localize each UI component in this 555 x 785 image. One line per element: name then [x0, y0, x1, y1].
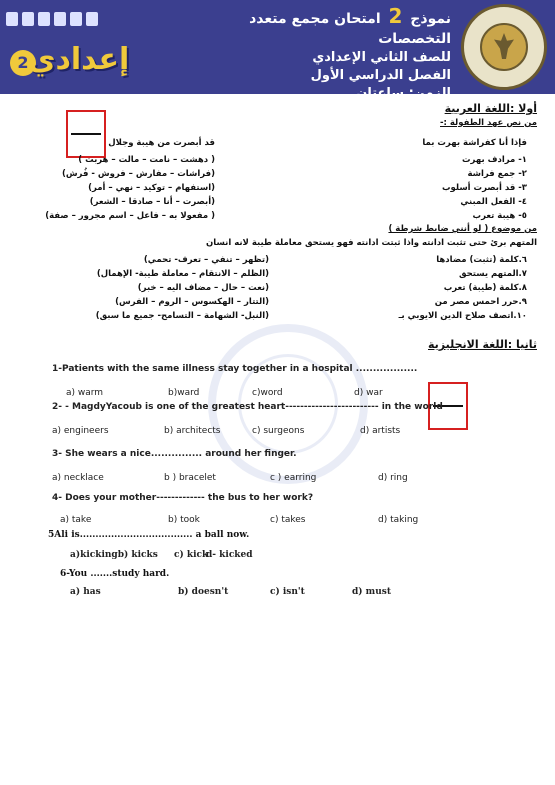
- english-question-1: 1-Patients with the same illness stay together in a hospital ..................: [52, 364, 418, 374]
- arabic-answer-choices: (أبصرت – أنا – صادقا – الشعر): [89, 197, 215, 207]
- answer-option: c) takes: [270, 515, 306, 525]
- english-question-5: 5Ali is.................................... a ball now.: [48, 530, 250, 540]
- exam-title-block: [191, 6, 451, 103]
- brand-logo: [10, 36, 130, 90]
- english-section-title: ثانيا :اللغة الانجليزية: [428, 338, 537, 351]
- english-question-6: 6-You .......study hard.: [60, 569, 170, 579]
- arabic-answer-choices: (استفهام – توكيد – نهي – أمر): [88, 183, 215, 193]
- answer-option: d) must: [352, 587, 391, 597]
- arabic-question: ١- مرادف بهرت: [462, 155, 527, 165]
- answer-option: d- kicked: [206, 550, 253, 560]
- english-question-3: 3- She wears a nice............... around her finger.: [52, 449, 297, 459]
- arabic-question: ٥- هيبة تعرب: [472, 211, 527, 221]
- poem-verse-first-half: فإذا أنا كفراشة بهرت بما: [422, 138, 527, 148]
- arabic-answer-choices: (التتار – الهكسوس – الروم – الفرس): [115, 297, 269, 307]
- book-icon: [22, 12, 34, 26]
- arabic-question: ١٠.اتصف صلاح الدين الايوبي بـ: [398, 311, 527, 321]
- poem-verse-second-half: قد أبصرت من هيبة وجلال: [108, 138, 215, 148]
- arabic-answer-choices: (فراشات – مفارش – فروش - فُرش): [61, 169, 215, 179]
- answer-option: a) take: [60, 515, 92, 525]
- arabic-answer-choices: ( دهشت – نامت – مالت – هربت ): [78, 155, 215, 165]
- arabic-question: ٤- الفعل المبني: [460, 197, 527, 207]
- ruler-icon: [54, 12, 66, 26]
- arabic-answer-choices: (النبل- الشهامة – التسامح- جميع ما سبق): [95, 311, 269, 321]
- arabic-passage: المتهم برئ حتى تثبت ادانته واذا ثبتت ادانته فهو يستحق معاملة طيبة لانه انسان: [206, 238, 537, 248]
- answer-option: c) isn't: [270, 587, 305, 597]
- score-divider: [71, 133, 101, 135]
- answer-option: a) engineers: [52, 426, 109, 436]
- arabic-answer-choices: ( مفعولا به – فاعل – اسم مجرور – صفة): [45, 211, 215, 221]
- brand-wordmark: إعدادي: [28, 42, 130, 77]
- emblem-inner-seal: [480, 23, 528, 71]
- calculator-icon: [6, 12, 18, 26]
- answer-option: a)kickingb) kicks: [70, 550, 158, 560]
- answer-option: b) doesn't: [178, 587, 229, 597]
- arabic-question: ٣- قد أبصرت أسلوب: [441, 183, 527, 193]
- exam-header: [0, 0, 555, 101]
- answer-option: d) artists: [360, 426, 401, 436]
- arabic-answer-choices: (الظلم – الانتقام – معاملة طيبة- الإهمال): [96, 269, 269, 279]
- brand-badge-number: 2: [10, 50, 36, 76]
- arabic-answer-choices: (نعت – حال – مضاف اليه – خبر): [137, 283, 269, 293]
- arabic-question: ٢- جمع فراشة: [467, 169, 527, 179]
- arabic-score-box: [66, 110, 106, 158]
- english-question-4: 4- Does your mother------------- the bus to her work?: [52, 493, 314, 503]
- arabic-question: ٩.حرر احمس مصر من: [434, 297, 527, 307]
- answer-option: c) surgeons: [252, 426, 305, 436]
- answer-option: b) architects: [164, 426, 221, 436]
- arabic-section-title: أولا :اللغة العربية: [444, 102, 537, 115]
- school-icons-strip: [6, 8, 126, 30]
- answer-option: a) necklace: [52, 473, 104, 483]
- exam-term: الفصل الدراسي الأول: [310, 68, 451, 83]
- answer-option: b) took: [168, 515, 200, 525]
- answer-option: c) kick: [174, 550, 209, 560]
- ministry-emblem-logo: [461, 4, 547, 90]
- exam-title-prefix: نموذج: [410, 11, 451, 27]
- exam-time: الزمن: ساعتان: [356, 86, 451, 101]
- answer-option: d) taking: [378, 515, 419, 525]
- exam-model-number: 2: [388, 4, 403, 28]
- flask-icon: [70, 12, 82, 26]
- answer-option: a) warm: [66, 388, 104, 398]
- answer-option: d) war: [354, 388, 383, 398]
- arabic-part2-title: من موضوع ( لو أنني ضابط شرطة ): [388, 224, 537, 234]
- exam-title-text: امتحان مجمع متعدد التخصصات: [249, 11, 451, 47]
- answer-option: c ) earring: [270, 473, 317, 483]
- answer-option: c)word: [252, 388, 283, 398]
- arabic-question: ٨.كلمة (طيبة) تعرب: [443, 283, 527, 293]
- exam-title: [191, 6, 451, 49]
- answer-option: b)ward: [168, 388, 200, 398]
- eagle-icon: [494, 33, 514, 59]
- notebook-icon: [86, 12, 98, 26]
- arabic-question: ٧.المتهم يستحق: [458, 269, 527, 279]
- answer-option: a) has: [70, 587, 101, 597]
- answer-option: b ) bracelet: [164, 473, 216, 483]
- exam-grade: للصف الثاني الإعدادي: [312, 50, 451, 65]
- answer-option: d) ring: [378, 473, 408, 483]
- arabic-part1-title: من نص عهد الطفولة :-: [440, 118, 537, 128]
- arabic-question: ٦.كلمة (تثبت) مضادها: [436, 255, 527, 265]
- arabic-answer-choices: (تظهر – تنفي – تعرف- تحمي): [143, 255, 269, 265]
- english-question-2: 2- - MagdyYacoub is one of the greatest heart------------------------- in the world: [52, 402, 443, 412]
- pencil-icon: [38, 12, 50, 26]
